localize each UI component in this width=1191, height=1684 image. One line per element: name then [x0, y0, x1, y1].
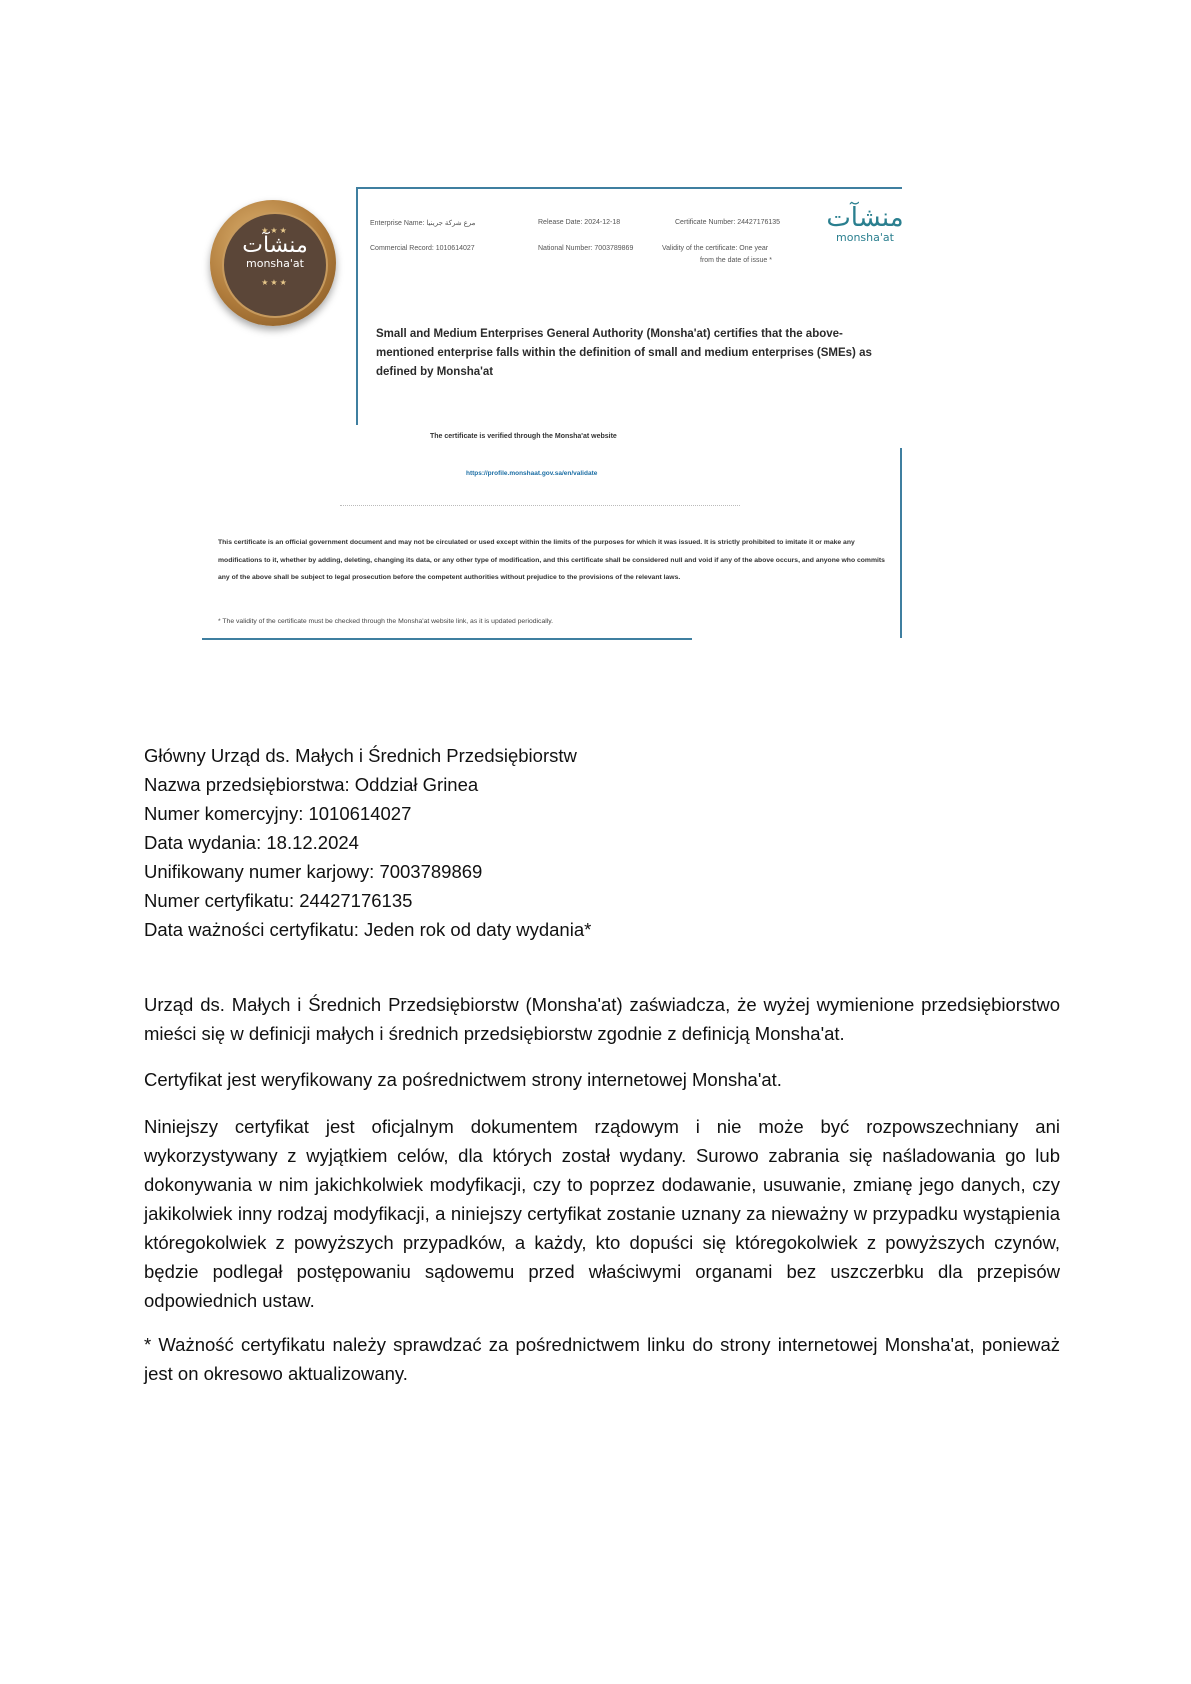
seal-english-text: monsha'at	[246, 257, 304, 270]
cert-validity-line2: from the date of issue *	[700, 257, 772, 264]
translation-paragraph-verification: Certyfikat jest weryfikowany za pośrednictwem strony internetowej Monsha'at.	[144, 1069, 782, 1090]
frame-right-line	[900, 448, 902, 638]
seal-stars-bottom: ★★★	[261, 278, 289, 287]
cert-legal-text: This certificate is an official government document and may not be circulated or used except within the limits of the purposes for which it was issued. It is strictly prohibited to imitate it or make any modifications to it, whether by adding, deleting, changing its data, or any other type of modification, and this certificate shall be considered null and void if any of the above occurs, and anyone who commits any of the above shall be subject to legal prosecution before the competent authorities without prejudice to the provisions of the relevant laws.	[218, 539, 885, 581]
certificate-image	[200, 185, 910, 655]
cert-validity-line1: Validity of the certificate: One year	[662, 245, 769, 252]
cert-validity-note: * The validity of the certificate must be checked through the Monsha'at website link, as it is updated periodically.	[218, 618, 554, 625]
frame-bottom-line	[202, 638, 692, 640]
translation-paragraph-validity-note: * Ważność certyfikatu należy sprawdzać za pośrednictwem linku do strony internetowej Monsha'at, ponieważ jest on okresowo aktualizowany.	[144, 1334, 1060, 1384]
detail-unified-number: Unifikowany numer karjowy: 7003789869	[144, 861, 483, 882]
logo-arabic: منشآت	[826, 203, 904, 233]
dotted-divider	[340, 505, 740, 506]
detail-commercial-number: Numer komercyjny: 1010614027	[144, 803, 412, 824]
cert-enterprise-name: Enterprise Name: مرع شركة جرينيا	[370, 220, 476, 227]
frame-left-line	[356, 187, 358, 425]
cert-verify-text: The certificate is verified through the Monsha'at website	[430, 433, 617, 440]
detail-issue-date: Data wydania: 18.12.2024	[144, 832, 359, 853]
translation-paragraph-legal: Niniejszy certyfikat jest oficjalnym dokumentem rządowym i nie może być rozpowszechniany ani wykorzystywany z wyjątkiem celów, dla których został wydany. Surowo zabrania się naśladowania go lub dokonywania w nim jakichkolwiek modyfikacji, czy to poprzez dodawanie, usuwanie, zmianę jego danych, czy jakikolwiek inny rodzaj modyfikacji, a niniejszy certyfikat zostanie uznany za nieważny w przypadku wystąpienia któregokolwiek z powyższych przypadków, a każdy, kto dopuści się któregokolwiek z powyższych czynów, będzie podlegał postępowaniu sądowemu przed właściwymi organami bez uszczerbku dla przepisów odpowiednich ustaw.	[144, 1116, 1060, 1311]
detail-enterprise-name: Nazwa przedsiębiorstwa: Oddział Grinea	[144, 774, 479, 795]
cert-commercial-record: Commercial Record: 1010614027	[370, 245, 475, 252]
monshaat-seal	[210, 200, 336, 326]
seal-arabic-text: منشآت	[242, 233, 308, 258]
translation-details	[144, 741, 1060, 944]
detail-validity: Data ważności certyfikatu: Jeden rok od daty wydania*	[144, 919, 592, 940]
cert-verify-link[interactable]: https://profile.monshaat.gov.sa/en/validate	[466, 470, 598, 477]
translation-paragraph-certifies: Urząd ds. Małych i Średnich Przedsiębiorstw (Monsha'at) zaświadcza, że wyżej wymienione przedsiębiorstwo mieści się w definicji małych i średnich przedsiębiorstw zgodnie z definicją Monsha'at.	[144, 994, 1060, 1044]
seal-inner	[222, 212, 328, 318]
cert-national-number: National Number: 7003789869	[538, 245, 634, 252]
frame-top-line	[356, 187, 902, 189]
seal-stars: ★★★	[261, 226, 289, 235]
logo-english: monsha'at	[836, 231, 894, 244]
cert-certificate-number: Certificate Number: 24427176135	[675, 219, 781, 226]
cert-heading: Small and Medium Enterprises General Authority (Monsha'at) certifies that the above-mentioned enterprise falls within the definition of small and medium enterprises (SMEs) as defined by Monsha'at	[376, 328, 872, 378]
monshaat-logo	[825, 205, 905, 244]
cert-release-date: Release Date: 2024-12-18	[538, 219, 621, 226]
detail-authority: Główny Urząd ds. Małych i Średnich Przedsiębiorstw	[144, 745, 577, 766]
detail-certificate-number: Numer certyfikatu: 24427176135	[144, 890, 413, 911]
